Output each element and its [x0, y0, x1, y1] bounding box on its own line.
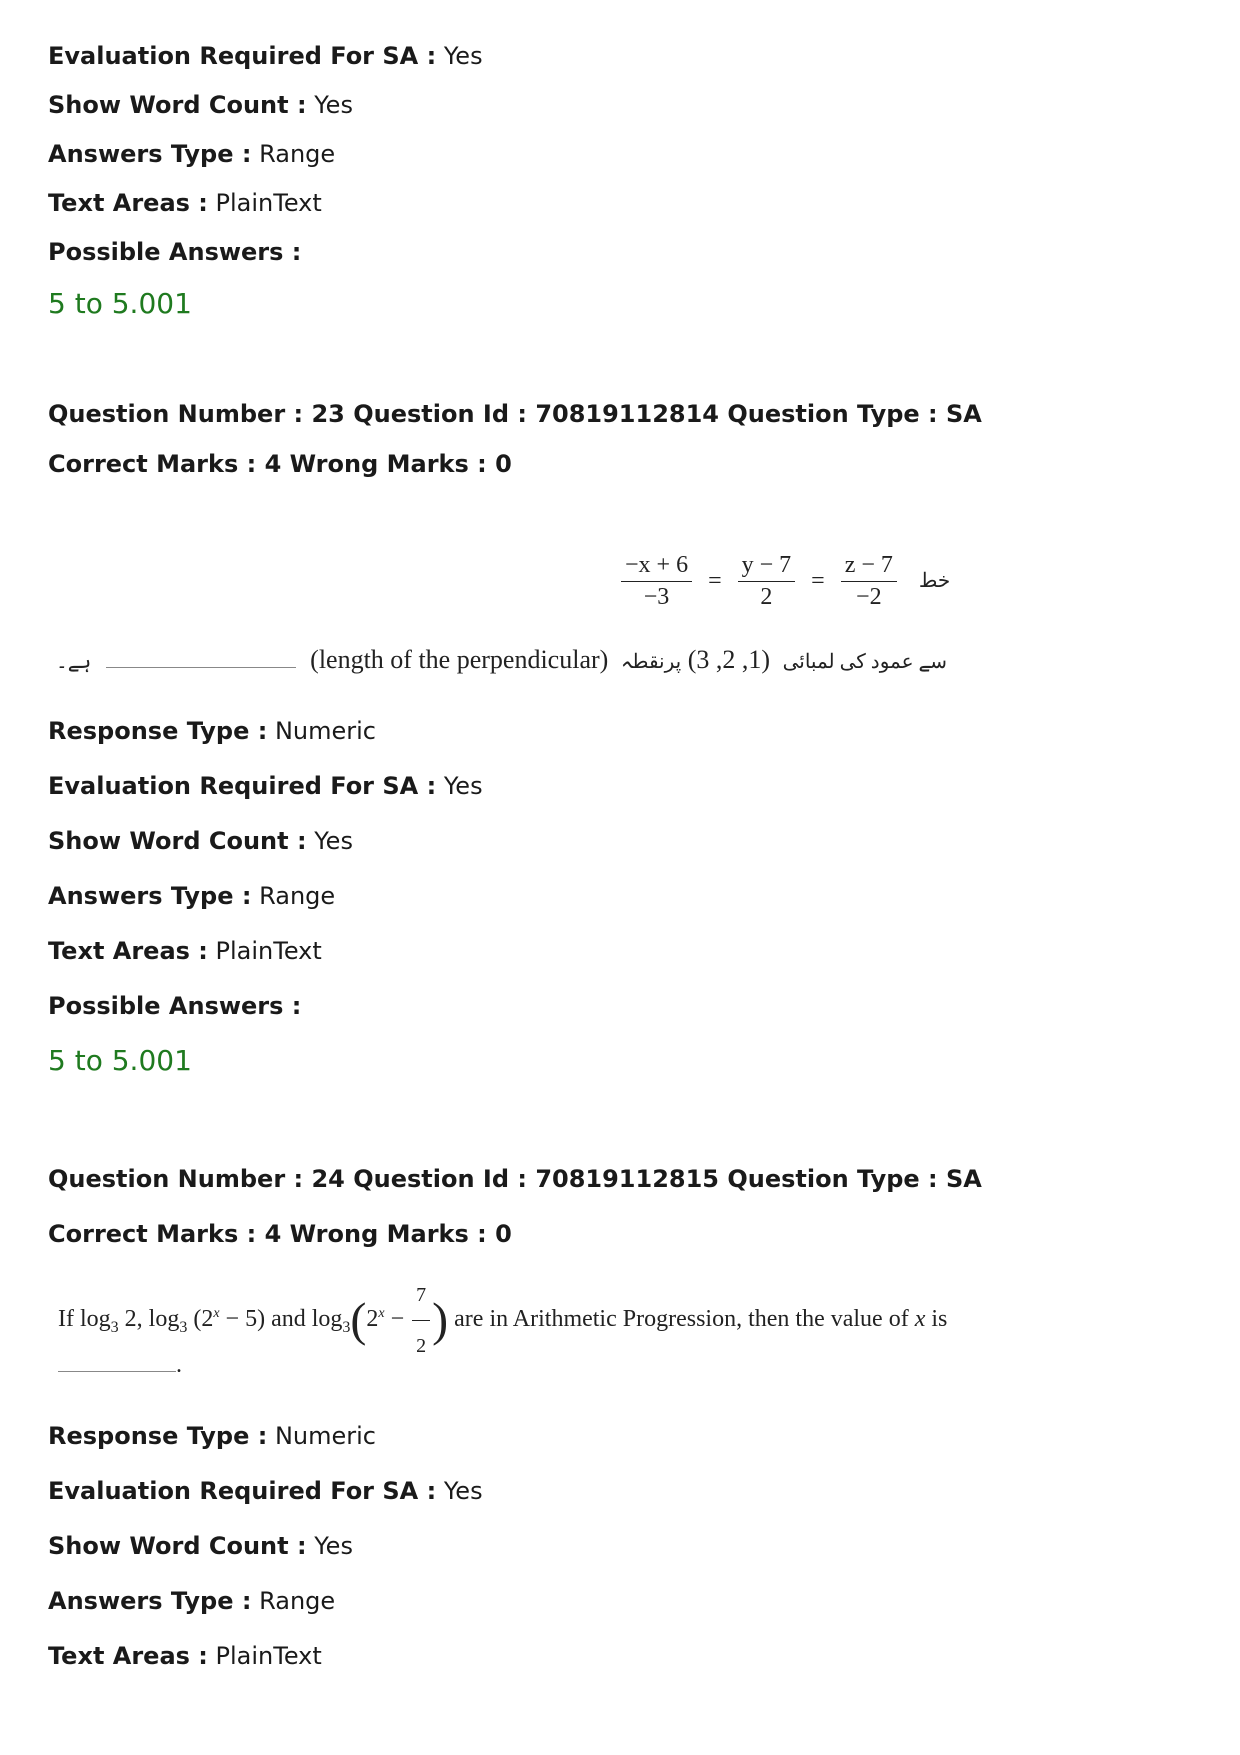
possible-answer-value: 5 to 5.001 — [48, 287, 192, 320]
field-key: Show Word Count : — [48, 1532, 307, 1560]
stem-text: If log — [58, 1306, 111, 1333]
field-value: Yes — [443, 42, 483, 70]
field-value: Yes — [314, 827, 353, 855]
answers-type-row — [48, 1585, 335, 1617]
english-phrase: (length of the perpendicular) — [310, 645, 609, 674]
field-key: Text Areas : — [48, 937, 208, 965]
field-value: Yes — [443, 772, 483, 800]
field-key: Text Areas : — [48, 1642, 208, 1670]
field-value: Yes — [314, 91, 353, 119]
question-23-marks: Correct Marks : 4 Wrong Marks : 0 — [48, 450, 512, 478]
stem-text: 2, log — [118, 1306, 180, 1333]
field-key: Text Areas : — [48, 189, 208, 217]
possible-answers-label — [48, 990, 301, 1022]
fraction-numerator: −x + 6 — [621, 552, 692, 582]
urdu-perpendicular: سے عمود کی لمبائی — [782, 651, 948, 673]
stem-text: − 5) and log — [219, 1306, 343, 1333]
field-value: Range — [259, 882, 336, 910]
field-value: PlainText — [215, 189, 322, 217]
fraction-denominator: −3 — [643, 584, 670, 610]
text-areas-row — [48, 187, 322, 219]
answers-type-row — [48, 880, 335, 912]
fraction-denominator: −2 — [856, 584, 882, 610]
fraction-y — [738, 552, 796, 611]
field-key: Answers Type : — [48, 140, 252, 168]
equals-sign: = — [811, 568, 825, 594]
fraction-numerator: z − 7 — [841, 552, 897, 582]
urdu-point: پرنقطہ — [620, 651, 682, 673]
log-base: 3 — [179, 1318, 188, 1336]
show-word-count-row — [48, 825, 353, 857]
answer-blank — [58, 1371, 176, 1372]
right-paren: ) — [432, 1293, 449, 1347]
field-key: Response Type : — [48, 1422, 268, 1450]
variable-x: x — [914, 1306, 926, 1333]
text-areas-row — [48, 935, 322, 967]
field-value: Yes — [314, 1532, 353, 1560]
equals-sign: = — [708, 568, 722, 594]
field-value: PlainText — [215, 937, 322, 965]
text-areas-row — [48, 1640, 322, 1672]
log-base: 3 — [110, 1318, 119, 1336]
question-24-marks: Correct Marks : 4 Wrong Marks : 0 — [48, 1220, 512, 1248]
question-23-header: Question Number : 23 Question Id : 70819112814 Question Type : SA — [48, 400, 982, 428]
field-key: Evaluation Required For SA : — [48, 772, 437, 800]
point-coordinates: (1, 2, 3) — [687, 645, 771, 674]
field-value: Range — [259, 1587, 336, 1615]
show-word-count-row — [48, 89, 353, 121]
stem-text: − — [384, 1306, 411, 1333]
question-23-line-equation — [615, 552, 950, 611]
question-23-stem — [56, 640, 948, 682]
left-paren: ( — [350, 1293, 367, 1347]
field-key: Possible Answers : — [48, 238, 302, 266]
response-type-row — [48, 1420, 376, 1452]
answer-blank — [106, 667, 296, 668]
possible-answer-value: 5 to 5.001 — [48, 1044, 192, 1077]
field-key: Answers Type : — [48, 1587, 252, 1615]
field-key: Answers Type : — [48, 882, 252, 910]
exponent: x — [378, 1306, 385, 1322]
field-value: Numeric — [274, 717, 376, 745]
fraction-denominator: 2 — [416, 1335, 427, 1357]
stem-text: 2 — [366, 1306, 379, 1333]
stem-text: (2 — [187, 1306, 214, 1333]
urdu-line-word: خط — [918, 570, 951, 593]
response-type-row — [48, 715, 376, 747]
field-key: Response Type : — [48, 717, 268, 745]
urdu-end: ہے۔ — [56, 651, 92, 673]
field-key: Possible Answers : — [48, 992, 302, 1020]
possible-answers-label — [48, 236, 301, 268]
stem-text: is — [925, 1306, 948, 1333]
stem-text: are in Arithmetic Progression, then the value of — [448, 1306, 915, 1333]
stem-text: . — [176, 1352, 182, 1378]
question-24-blank-line — [58, 1352, 182, 1379]
field-key: Show Word Count : — [48, 91, 307, 119]
field-value: Range — [259, 140, 336, 168]
log-base: 3 — [342, 1318, 351, 1336]
field-value: PlainText — [215, 1642, 322, 1670]
fraction-denominator: 2 — [760, 584, 773, 610]
field-key: Show Word Count : — [48, 827, 307, 855]
fraction-z — [841, 552, 897, 611]
fraction-seven-halves — [412, 1272, 430, 1369]
evaluation-required-row — [48, 40, 483, 72]
fraction-numerator: 7 — [412, 1272, 430, 1321]
evaluation-required-row — [48, 770, 483, 802]
question-24-stem — [58, 1272, 947, 1369]
answers-type-row — [48, 138, 335, 170]
fraction-x — [621, 552, 692, 611]
field-key: Evaluation Required For SA : — [48, 1477, 437, 1505]
show-word-count-row — [48, 1530, 353, 1562]
exponent: x — [213, 1306, 220, 1322]
field-value: Numeric — [274, 1422, 376, 1450]
evaluation-required-row — [48, 1475, 483, 1507]
fraction-numerator: y − 7 — [738, 552, 796, 582]
field-key: Evaluation Required For SA : — [48, 42, 437, 70]
field-value: Yes — [443, 1477, 483, 1505]
question-24-header: Question Number : 24 Question Id : 70819112815 Question Type : SA — [48, 1165, 982, 1193]
